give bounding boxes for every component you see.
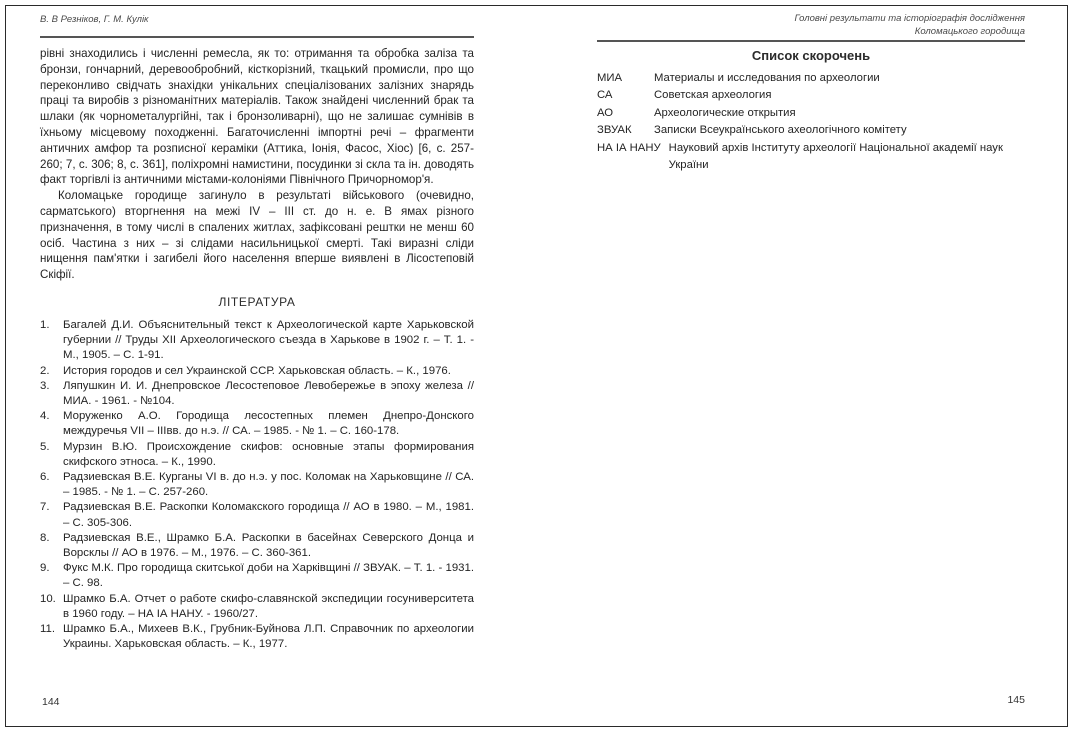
item-text: История городов и сел Украинской ССР. Харьковская область. – К., 1976. (63, 364, 451, 377)
literature-item (40, 440, 474, 470)
abbreviation-row (597, 87, 1025, 104)
literature-item (40, 470, 474, 500)
item-text: Шрамко Б.А. Отчет о работе скифо-славянской экспедиции госуниверситета в 1960 году. – НА ІА НАНУ. - 1960/27. (63, 592, 474, 620)
running-header-left: В. В Резніков, Г. М. Кулік (40, 14, 149, 25)
abbreviation-definition: Записки Всеукраїнського ахеологічного комітету (654, 124, 907, 137)
running-header-line1: Головні результати та історіографія дослідження (794, 13, 1025, 24)
item-number: 2. (40, 364, 50, 377)
item-text: Ляпушкин И. И. Днепровское Лесостеповое Левобережье в эпоху железа // МИА. - 1961. - №104. (63, 379, 474, 407)
item-number: 4. (40, 410, 50, 423)
body-paragraph-1: рівні знаходились і численні ремесла, як то: отримання та обробка заліза та бронзи, гончарний, деревообробний, кісткорізний, ткацький промисли, про що переконливо свідчать знахідки унікальних спеціалізованих залізних знарядь праці та виробів з різноманітних матеріалів. Також знайдені численний брак та шлаки (як чорнометалургійні, так і бронзоливарні), що не залишає сумнівів в їхньому місцевому походженні. Багаточисленні імпортні речі – фрагменти античних амфор та розписної кераміки (Аттика, Іонія, Фасос, Хіос) [6, с. 257-260; 7, с. 306; 8, с. 361], поліхромні намистини, посудинки зі скла та ін. доводять факт торгівлі із античними містами-колоніями Північного Причорномор'я. (40, 47, 474, 187)
running-header-right (795, 12, 1026, 38)
page-number-left: 144 (42, 696, 60, 708)
literature-item (40, 592, 474, 622)
header-rule-left (40, 36, 474, 38)
item-number: 11. (40, 623, 55, 636)
literature-item (40, 318, 474, 364)
abbreviation-term: СА (597, 89, 613, 102)
body-paragraph-2: Коломацьке городище загинуло в результаті військового (очевидно, сарматського) вторгнення на межі IV – III ст. до н. е. В ямах різного призначення, в тому числі в спалених житлах, зафіксовані рештки не менш 60 осіб. Частина з них – зі слідами насильницької смерті. Такі виразні сліди нищення пам'ятки і загибелі його населення вперше виявлені в Лісостеповій Скіфії. (40, 189, 474, 282)
abbreviation-definition: Материалы и исследования по археологии (654, 72, 880, 84)
abbreviation-term: МИА (597, 72, 623, 84)
left-page-body (40, 46, 474, 652)
abbreviation-row (597, 122, 1025, 139)
literature-item (40, 622, 474, 652)
item-number: 9. (40, 562, 50, 575)
header-rule-right (597, 40, 1025, 42)
literature-heading: ЛІТЕРАТУРА (218, 294, 296, 309)
literature-item (40, 364, 474, 379)
item-number: 6. (40, 470, 50, 483)
item-text: Радзиевская В.Е. Курганы VI в. до н.э. у пос. Коломак на Харьковщине // СА. – 1985. - № 1. – С. 257-260. (63, 470, 474, 499)
item-text: Моруженко А.О. Городища лесостепных племен Днепро-Донского междуречья VII – IIIвв. до н.э. // СА. – 1985. - № 1. – С. 160-178. (63, 410, 474, 438)
item-text: Радзиевская В.Е. Раскопки Коломакского городища // АО в 1980. – М., 1981. – С. 305-306. (63, 501, 474, 529)
item-number: 3. (40, 379, 50, 392)
item-text: Фукс М.К. Про городища скитської доби на Харківщині // ЗВУАК. – Т. 1. - 1931. – С. 98. (63, 562, 474, 590)
literature-item (40, 500, 474, 530)
literature-item (40, 531, 474, 561)
abbreviation-row (597, 140, 1025, 175)
literature-list (40, 318, 474, 652)
item-text: Шрамко Б.А., Михеев В.К., Грубник-Буйнова Л.П. Справочник по археологии Украины. Харьковская область. – К., 1977. (63, 623, 474, 651)
item-number: 8. (40, 531, 50, 544)
abbreviation-row (597, 70, 1025, 87)
item-number: 5. (40, 440, 50, 453)
abbreviation-definition: Археологические открытия (654, 106, 796, 119)
item-number: 7. (40, 501, 50, 514)
abbreviation-term: ЗВУАК (597, 124, 632, 137)
literature-item (40, 561, 474, 591)
abbreviations-list (597, 70, 1025, 174)
item-number: 1. (40, 318, 50, 331)
item-text: Радзиевская В.Е., Шрамко Б.А. Раскопки в басейнах Северского Донца и Ворсклы // АО в 1976. – М., 1976. – С. 360-361. (63, 531, 474, 559)
item-text: Багалей Д.И. Объяснительный текст к Археологической карте Харьковской губернии // Труды XII Археологического съезда в Харькове в 1902 г. – Т. 1. - М., 1905. – С. 1-91. (63, 318, 474, 362)
running-header-line2: Коломацького городища (914, 26, 1025, 37)
abbreviation-term: НА ІА НАНУ (597, 141, 661, 154)
abbreviation-definition: Науковий архів Інституту археології Національної академії наук України (668, 141, 1003, 172)
abbreviations-heading: Список скорочень (751, 48, 871, 63)
item-text: Мурзин В.Ю. Происхождение скифов: основные этапы формирования скифского этноса. – К., 1990. (63, 440, 474, 468)
literature-item (40, 379, 474, 409)
item-number: 10. (40, 592, 56, 605)
literature-item (40, 409, 474, 439)
abbreviation-definition: Советская археология (654, 89, 772, 102)
abbreviation-term: АО (597, 106, 614, 119)
page-number-right: 145 (1007, 694, 1025, 706)
abbreviation-row (597, 105, 1025, 122)
